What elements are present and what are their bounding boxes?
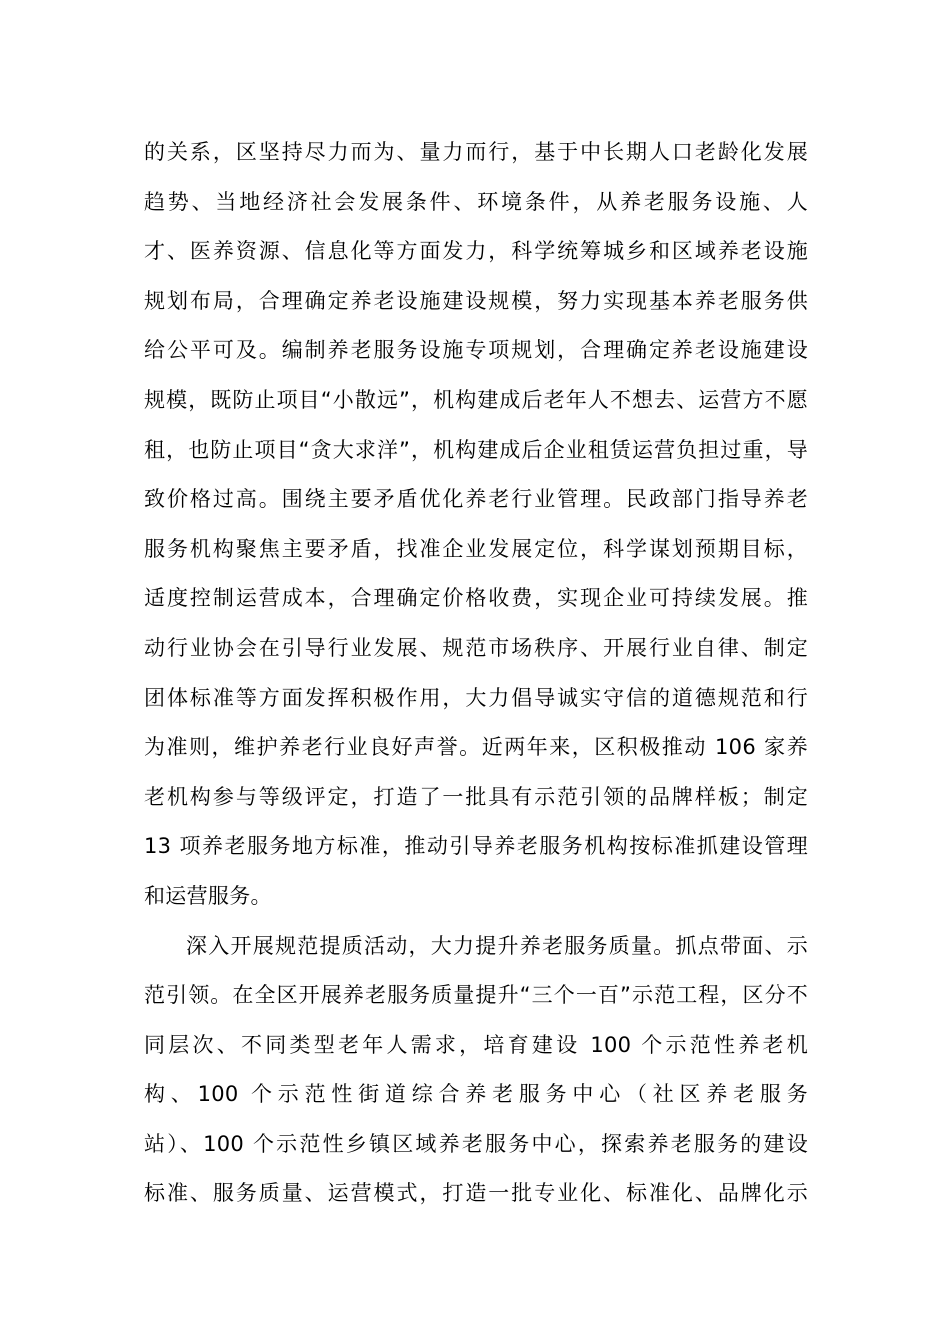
text-line: 老机构参与等级评定，打造了一批具有示范引领的品牌样板；制定 [144, 784, 808, 809]
text-line: 给公平可及。编制养老服务设施专项规划，合理确定养老设施建设 [144, 338, 808, 363]
body-text [144, 128, 808, 1219]
text-line: 规划布局，合理确定养老设施建设规模，努力实现基本养老服务供 [144, 288, 808, 313]
text-line: 和运营服务。 [144, 883, 272, 908]
text-line: 标准、服务质量、运营模式，打造一批专业化、标准化、品牌化示 [144, 1181, 808, 1206]
text-line: 团体标准等方面发挥积极作用，大力倡导诚实守信的道德规范和行 [144, 685, 808, 710]
text-line: 适度控制运营成本，合理确定价格收费，实现企业可持续发展。推 [144, 586, 808, 611]
text-line: 动行业协会在引导行业发展、规范市场秩序、开展行业自律、制定 [144, 635, 808, 660]
text-line: 才、医养资源、信息化等方面发力，科学统筹城乡和区域养老设施 [144, 239, 808, 264]
text-line: 规模，既防止项目“小散远”，机构建成后老年人不想去、运营方不愿 [144, 387, 808, 412]
paragraph-2 [144, 922, 808, 1220]
text-line: 服务机构聚焦主要矛盾，找准企业发展定位，科学谋划预期目标， [144, 536, 808, 561]
text-line: 深入开展规范提质活动，大力提升养老服务质量。抓点带面、示 [186, 933, 808, 958]
text-line: 站）、100 个示范性乡镇区域养老服务中心，探索养老服务的建设 [144, 1131, 808, 1156]
text-line: 致价格过高。围绕主要矛盾优化养老行业管理。民政部门指导养老 [144, 487, 808, 512]
paragraph-1 [144, 128, 808, 922]
text-line: 为准则，维护养老行业良好声誉。近两年来，区积极推动 106 家养 [144, 735, 808, 760]
text-line: 同层次、不同类型老年人需求，培育建设 100 个示范性养老机 [144, 1032, 808, 1057]
text-line: 的关系，区坚持尽力而为、量力而行，基于中长期人口老龄化发展 [144, 140, 808, 164]
text-line: 构、100 个示范性街道综合养老服务中心（社区养老服务 [144, 1082, 808, 1107]
text-line: 13 项养老服务地方标准，推动引导养老服务机构按标准抓建设管理 [144, 834, 808, 859]
text-line: 租，也防止项目“贪大求洋”，机构建成后企业租赁运营负担过重，导 [144, 437, 808, 462]
text-line: 范引领。在全区开展养老服务质量提升“三个一百”示范工程，区分不 [144, 983, 808, 1008]
text-line: 趋势、当地经济社会发展条件、环境条件，从养老服务设施、人 [144, 189, 808, 214]
